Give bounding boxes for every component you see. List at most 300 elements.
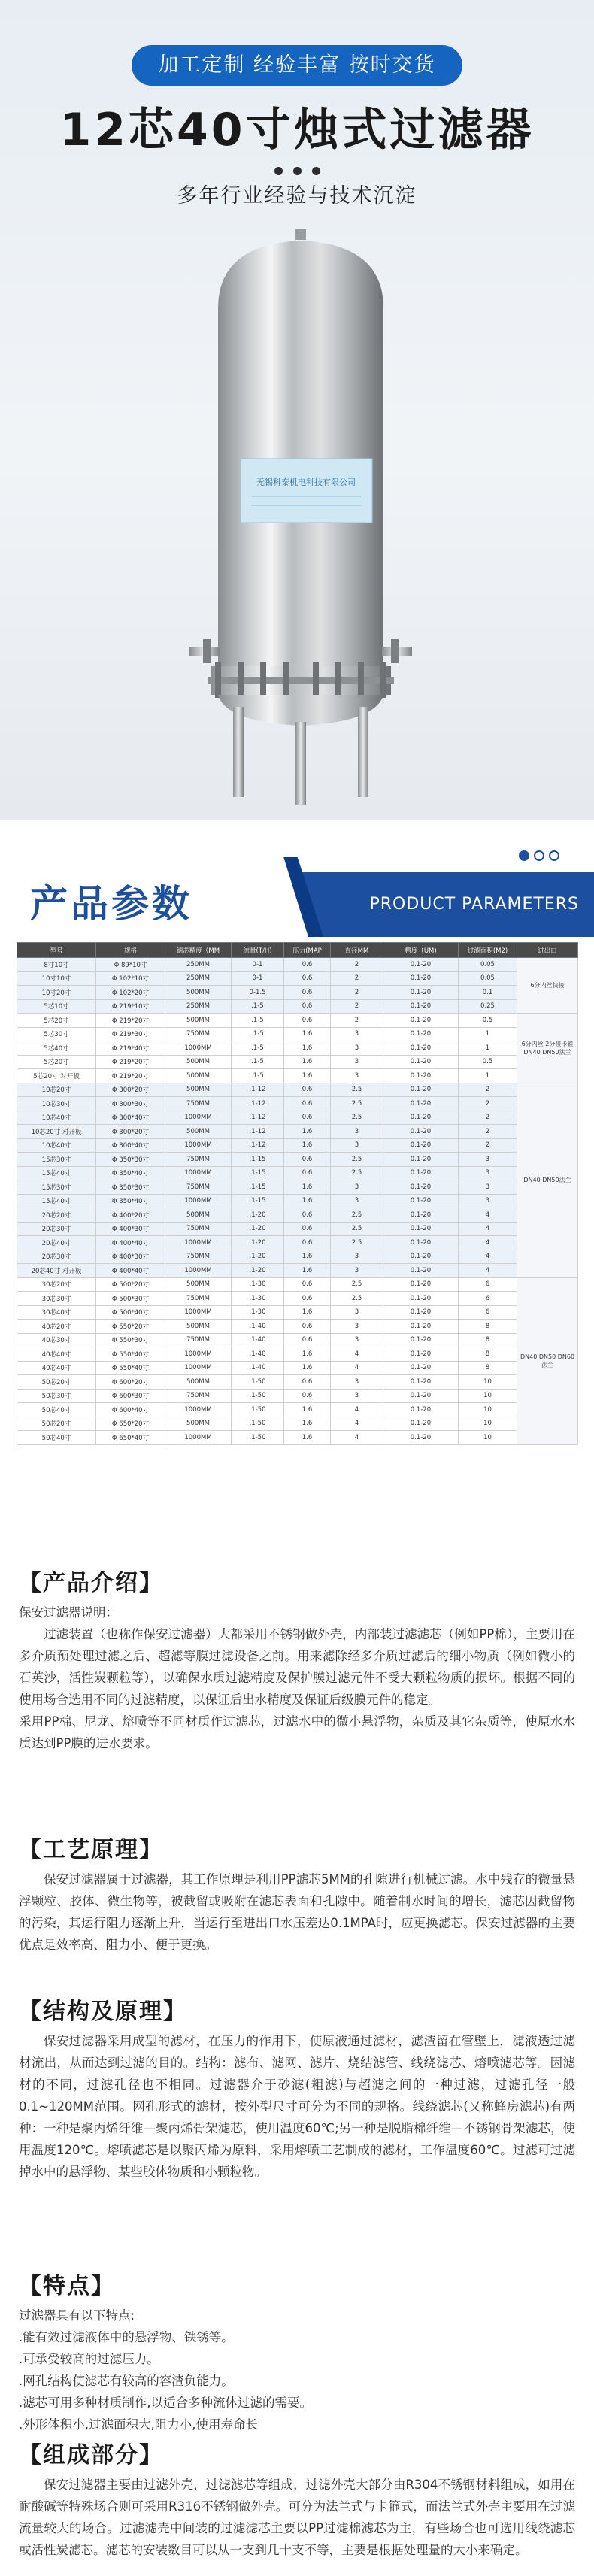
table-row	[17, 1277, 578, 1292]
table-row	[17, 1180, 578, 1195]
table-cell: 0.1-20	[383, 1153, 459, 1167]
table-cell: Φ 500*20寸	[96, 1277, 165, 1292]
table-cell: .1-12	[232, 1097, 284, 1111]
table-cell: 0.1-20	[383, 986, 459, 1000]
table-cell: 1	[459, 1041, 517, 1056]
table-cell: 4	[459, 1250, 517, 1264]
table-cell: Φ 550*30寸	[96, 1333, 165, 1347]
table-cell: .1-5	[232, 1069, 284, 1083]
table-header-cell: 型号	[17, 943, 96, 958]
table-cell: 0.1-20	[383, 1264, 459, 1278]
table-cell: 1.6	[284, 1403, 331, 1417]
table-row	[17, 1138, 578, 1153]
connection-cell: 6分内丝 2分接卡箍 DN40 DN50法兰	[517, 1014, 578, 1083]
table-cell: 8	[459, 1361, 517, 1375]
table-cell: Φ 219*40寸	[96, 1041, 165, 1056]
table-header-cell: 流量(T/H)	[232, 943, 284, 958]
table-cell: 4	[331, 1417, 383, 1431]
table-cell: 0.6	[284, 1333, 331, 1347]
hero-banner	[0, 0, 594, 820]
table-cell: 0.6	[284, 1153, 331, 1167]
table-cell: 6	[459, 1277, 517, 1292]
table-cell: 4	[459, 1236, 517, 1250]
table-row	[17, 1292, 578, 1306]
table-row	[17, 1041, 578, 1056]
table-cell: 0.25	[459, 999, 517, 1014]
table-cell: 750MM	[165, 1222, 232, 1236]
table-cell: 5芯40寸	[17, 1041, 96, 1056]
table-row	[17, 1097, 578, 1111]
table-cell: 10寸10寸	[17, 971, 96, 986]
table-cell: 500MM	[165, 1055, 232, 1069]
table-row	[17, 1431, 578, 1445]
table-cell: Φ 550*20寸	[96, 1320, 165, 1334]
table-cell: 1000MM	[165, 1194, 232, 1208]
table-cell: 20芯40寸	[17, 1236, 96, 1250]
table-cell: .1-12	[232, 1125, 284, 1139]
table-cell: 500MM	[165, 1208, 232, 1223]
table-cell: .1-40	[232, 1333, 284, 1347]
table-cell: 0.1-20	[383, 1347, 459, 1362]
process-paragraph: 保安过滤器属于过滤器，其工作原理是利用PP滤芯5MM的孔隙进行机械过滤。水中残存的微量悬浮颗粒、胶体、微生物等，被截留或吸附在滤芯表面和孔隙中。随着制水时间的增长，滤芯因截留物的污染，其运行阻力逐渐上升，当运行至进出口水压差达0.1MPA时，应更换滤芯。保安过滤器的主要优点是效率高、阻力小、便于更换。	[19, 1872, 575, 1952]
table-cell: 2.5	[331, 1111, 383, 1125]
table-cell: Φ 400*20寸	[96, 1208, 165, 1223]
table-row	[17, 1305, 578, 1320]
table-cell: 2.5	[331, 1208, 383, 1223]
table-cell: Φ 300*20寸	[96, 1083, 165, 1097]
table-row	[17, 1264, 578, 1278]
table-cell: 3	[331, 1180, 383, 1195]
table-cell: 0.1-20	[383, 1027, 459, 1041]
table-cell: 30芯30寸	[17, 1292, 96, 1306]
table-row	[17, 999, 578, 1014]
table-cell: .1-40	[232, 1320, 284, 1334]
table-cell: 1.6	[284, 1138, 331, 1153]
table-cell: 10	[459, 1403, 517, 1417]
table-cell: 0.1-20	[383, 1083, 459, 1097]
table-cell: 1	[459, 1069, 517, 1083]
table-cell: 8	[459, 1333, 517, 1347]
table-cell: 0.6	[284, 958, 331, 972]
table-cell: 0.1-20	[383, 958, 459, 972]
table-cell: Φ 300*40寸	[96, 1138, 165, 1153]
table-cell: Φ 500*40寸	[96, 1305, 165, 1320]
table-cell: .1-20	[232, 1208, 284, 1223]
table-cell: 50芯20寸	[17, 1417, 96, 1431]
table-cell: 4	[331, 1403, 383, 1417]
table-cell: 2.5	[331, 1277, 383, 1292]
table-cell: 0.1-20	[383, 1055, 459, 1069]
table-cell: 3	[331, 1069, 383, 1083]
table-cell: 0.1-20	[383, 1166, 459, 1180]
table-cell: 3	[331, 1305, 383, 1320]
table-row	[17, 1166, 578, 1180]
table-cell: 0.1-20	[383, 1014, 459, 1028]
table-row	[17, 1027, 578, 1041]
table-cell: 3	[331, 1055, 383, 1069]
table-cell: 1.6	[284, 1305, 331, 1320]
table-cell: 250MM	[165, 971, 232, 986]
structure-paragraph: 保安过滤器采用成型的滤材，在压力的作用下，使原液通过滤材，滤渣留在管壁上，滤液透过滤材流出，从而达到过滤的目的。结构：滤布、滤网、滤片、烧结滤管、线绕滤芯、熔喷滤芯等。因滤材的不同，过滤孔径也不相同。过滤器介于砂滤(粗滤)与超滤之间的一种过滤，过滤孔径一般0.1~120MM范围。网孔形式的滤材，按外型尺寸可分为不同的规格。线绕滤芯(又称蜂房滤芯)有两种：一种是聚丙烯纤维—聚丙烯骨架滤芯，使用温度60℃;另一种是脱脂棉纤维—不锈钢骨架滤芯，使用温度120℃。熔喷滤芯是以聚丙烯为原料，采用熔喷工艺制成的滤材，工作温度60℃。过滤可过滤掉水中的悬浮物、某些胶体物质和小颗粒物。	[19, 2034, 575, 2179]
table-cell: 10芯40寸	[17, 1138, 96, 1153]
section-heading: 【产品介绍】	[19, 1570, 163, 1596]
table-cell: 500MM	[165, 1320, 232, 1334]
table-cell: 0.6	[284, 999, 331, 1014]
table-cell: 5芯20寸 对开板	[17, 1069, 96, 1083]
section-intro	[19, 1564, 575, 1754]
table-row	[17, 1361, 578, 1375]
table-cell: 2	[459, 1097, 517, 1111]
product-parameters-banner	[0, 820, 594, 937]
table-cell: 0.1-20	[383, 1222, 459, 1236]
banner-dots	[519, 850, 564, 864]
table-cell: 0.1-20	[383, 1361, 459, 1375]
table-row	[17, 958, 578, 972]
table-cell: 3	[459, 1180, 517, 1195]
table-cell: 3	[331, 1375, 383, 1390]
table-cell: 0.6	[284, 1111, 331, 1125]
table-cell: 750MM	[165, 1389, 232, 1403]
table-cell: .1-40	[232, 1347, 284, 1362]
table-cell: 500MM	[165, 1083, 232, 1097]
table-cell: 0.6	[284, 1389, 331, 1403]
table-cell: 50芯20寸	[17, 1375, 96, 1390]
table-cell: 2.5	[331, 1236, 383, 1250]
list-item: 过滤器具有以下特点:	[19, 2308, 135, 2323]
table-cell: 1	[459, 1027, 517, 1041]
table-cell: 8	[459, 1347, 517, 1362]
table-cell: 0.1-20	[383, 1305, 459, 1320]
table-cell: 15芯30寸	[17, 1153, 96, 1167]
table-cell: 0.1-20	[383, 1277, 459, 1292]
table-row	[17, 1194, 578, 1208]
table-cell: Φ 89*10寸	[96, 958, 165, 972]
table-cell: 500MM	[165, 1069, 232, 1083]
table-row	[17, 1014, 578, 1028]
table-cell: Φ 650*20寸	[96, 1417, 165, 1431]
table-cell: 0-1.5	[232, 986, 284, 1000]
table-cell: 500MM	[165, 1375, 232, 1390]
table-cell: 1.6	[284, 1180, 331, 1195]
table-cell: 15芯30寸	[17, 1180, 96, 1195]
table-cell: 0.6	[284, 1208, 331, 1223]
table-cell: Φ 650*40寸	[96, 1431, 165, 1445]
table-cell: 500MM	[165, 1277, 232, 1292]
table-row	[17, 1055, 578, 1069]
table-cell: 50芯40寸	[17, 1431, 96, 1445]
table-row	[17, 1111, 578, 1125]
table-cell: .1-50	[232, 1389, 284, 1403]
table-cell: 750MM	[165, 1333, 232, 1347]
table-cell: 4	[459, 1208, 517, 1223]
table-cell: 15芯40寸	[17, 1194, 96, 1208]
table-cell: 0.05	[459, 971, 517, 986]
table-cell: 20芯30寸	[17, 1250, 96, 1264]
table-cell: 10寸20寸	[17, 986, 96, 1000]
table-cell: Φ 350*40寸	[96, 1194, 165, 1208]
section-subtitle-params: PRODUCT PARAMETERS	[369, 895, 579, 914]
table-cell: 4	[459, 1222, 517, 1236]
table-cell: Φ 219*30寸	[96, 1027, 165, 1041]
section-structure	[19, 1993, 575, 2183]
table-cell: 40芯40寸	[17, 1361, 96, 1375]
table-cell: 1000MM	[165, 1431, 232, 1445]
table-cell: 0.6	[284, 1277, 331, 1292]
table-cell: 3	[331, 1333, 383, 1347]
table-row	[17, 1347, 578, 1362]
table-cell: Φ 350*40寸	[96, 1166, 165, 1180]
table-cell: 8	[459, 1320, 517, 1334]
table-cell: 10芯20寸	[17, 1083, 96, 1097]
table-cell: 0.1-20	[383, 1250, 459, 1264]
table-cell: 1000MM	[165, 1236, 232, 1250]
table-cell: 10芯40寸	[17, 1111, 96, 1125]
table-row	[17, 1083, 578, 1097]
table-cell: .1-20	[232, 1236, 284, 1250]
table-cell: Φ 300*40寸	[96, 1111, 165, 1125]
table-cell: 0.6	[284, 1083, 331, 1097]
table-row	[17, 1250, 578, 1264]
table-cell: 0.1-20	[383, 1292, 459, 1306]
table-cell: Φ 400*40寸	[96, 1236, 165, 1250]
table-cell: 4	[331, 1361, 383, 1375]
table-cell: 2.5	[331, 1153, 383, 1167]
table-cell: 0.1-20	[383, 1041, 459, 1056]
svg-text:无锡科泰机电科技有限公司: 无锡科泰机电科技有限公司	[256, 477, 356, 487]
list-item: .滤芯可用多种材质制作,以适合多种流体过滤的需要。	[19, 2396, 312, 2410]
table-cell: 750MM	[165, 1153, 232, 1167]
table-cell: 1000MM	[165, 1347, 232, 1362]
table-cell: 1000MM	[165, 1111, 232, 1125]
table-cell: 20芯30寸	[17, 1222, 96, 1236]
table-cell: 0.1-20	[383, 1403, 459, 1417]
table-cell: 750MM	[165, 1250, 232, 1264]
table-cell: 10芯20寸 对开板	[17, 1125, 96, 1139]
table-cell: Φ 102*20寸	[96, 986, 165, 1000]
table-header-row	[17, 943, 578, 958]
table-cell: 1.6	[284, 1125, 331, 1139]
table-cell: 3	[459, 1166, 517, 1180]
features-list	[19, 2305, 575, 2435]
table-cell: 500MM	[165, 1125, 232, 1139]
table-cell: .1-50	[232, 1431, 284, 1445]
table-cell: 0-1	[232, 958, 284, 972]
table-cell: 2.5	[331, 1166, 383, 1180]
section-composition	[19, 2436, 575, 2561]
table-cell: Φ 102*10寸	[96, 971, 165, 986]
table-cell: 250MM	[165, 958, 232, 972]
table-cell: 0.1-20	[383, 1069, 459, 1083]
table-cell: 0.1-20	[383, 1138, 459, 1153]
table-cell: 2	[459, 1125, 517, 1139]
table-cell: Φ 600*40寸	[96, 1403, 165, 1417]
table-cell: Φ 300*20寸	[96, 1125, 165, 1139]
section-features	[19, 2267, 575, 2435]
table-cell: 5芯20寸	[17, 1014, 96, 1028]
table-cell: 40芯20寸	[17, 1320, 96, 1334]
table-cell: Φ 550*40寸	[96, 1361, 165, 1375]
table-cell: 50芯40寸	[17, 1403, 96, 1417]
table-cell: 30芯40寸	[17, 1305, 96, 1320]
table-cell: 0.1-20	[383, 1194, 459, 1208]
table-cell: 1000MM	[165, 1138, 232, 1153]
table-header-cell: 滤芯精度（MM	[165, 943, 232, 958]
table-cell: 750MM	[165, 1292, 232, 1306]
table-cell: 20芯40寸 对开板	[17, 1264, 96, 1278]
table-cell: 1000MM	[165, 1361, 232, 1375]
table-cell: Φ 300*30寸	[96, 1097, 165, 1111]
table-cell: 1.6	[284, 1069, 331, 1083]
spec-table-container	[17, 942, 577, 1544]
table-cell: 0.1-20	[383, 1417, 459, 1431]
table-header-cell: 进出口	[517, 943, 578, 958]
product-title: 12芯40寸烛式过滤器	[59, 104, 535, 156]
filter-housing-image	[188, 226, 414, 812]
table-cell: 1.6	[284, 1027, 331, 1041]
section-heading: 【特点】	[19, 2273, 115, 2299]
table-cell: 1000MM	[165, 1264, 232, 1278]
table-row	[17, 1208, 578, 1223]
table-cell: 1000MM	[165, 1403, 232, 1417]
table-cell: 1.6	[284, 1431, 331, 1445]
table-cell: 3	[331, 1250, 383, 1264]
table-cell: 0.6	[284, 1014, 331, 1028]
table-cell: 1.6	[284, 1055, 331, 1069]
table-cell: 20芯20寸	[17, 1208, 96, 1223]
table-cell: 0.1-20	[383, 971, 459, 986]
table-cell: 0.1-20	[383, 1111, 459, 1125]
table-cell: 0.1-20	[383, 1333, 459, 1347]
table-cell: 0.1-20	[383, 1389, 459, 1403]
table-cell: 5芯30寸	[17, 1027, 96, 1041]
table-cell: 0.1-20	[383, 1208, 459, 1223]
table-cell: 4	[331, 1347, 383, 1362]
table-cell: .1-20	[232, 1264, 284, 1278]
table-cell: Φ 400*30寸	[96, 1222, 165, 1236]
table-cell: 0-1	[232, 971, 284, 986]
table-cell: Φ 550*40寸	[96, 1347, 165, 1362]
table-cell: 0.1-20	[383, 1097, 459, 1111]
table-cell: 2	[331, 986, 383, 1000]
table-cell: .1-20	[232, 1250, 284, 1264]
table-cell: 1.6	[284, 1194, 331, 1208]
table-cell: 3	[331, 1041, 383, 1056]
table-cell: 500MM	[165, 1417, 232, 1431]
table-cell: .1-5	[232, 1041, 284, 1056]
table-cell: 2.5	[331, 1222, 383, 1236]
table-cell: .1-5	[232, 999, 284, 1014]
table-cell: 0.6	[284, 1236, 331, 1250]
table-cell: 0.6	[284, 1375, 331, 1390]
table-cell: .1-50	[232, 1375, 284, 1390]
table-cell: 750MM	[165, 1027, 232, 1041]
table-cell: 0.1-20	[383, 1180, 459, 1195]
table-cell: 0.6	[284, 1166, 331, 1180]
table-cell: 10	[459, 1389, 517, 1403]
table-cell: Φ 219*20寸	[96, 1055, 165, 1069]
table-cell: 0.5	[459, 1014, 517, 1028]
table-cell: 2	[459, 1111, 517, 1125]
table-cell: 0.1-20	[383, 1125, 459, 1139]
table-cell: 3	[331, 1138, 383, 1153]
table-row	[17, 1375, 578, 1390]
table-cell: 2	[331, 1014, 383, 1028]
table-cell: 3	[459, 1194, 517, 1208]
table-cell: 1000MM	[165, 1166, 232, 1180]
table-cell: 250MM	[165, 999, 232, 1014]
table-cell: .1-5	[232, 1055, 284, 1069]
table-cell: .1-5	[232, 1027, 284, 1041]
table-cell: 30芯20寸	[17, 1277, 96, 1292]
table-cell: 3	[331, 1125, 383, 1139]
section-process	[19, 1831, 575, 1956]
table-cell: 10	[459, 1431, 517, 1445]
table-cell: 3	[331, 1264, 383, 1278]
list-item: .可承受较高的过滤压力。	[19, 2352, 159, 2366]
table-cell: 0.1-20	[383, 1236, 459, 1250]
table-cell: 750MM	[165, 1180, 232, 1195]
table-cell: 0.1-20	[383, 1320, 459, 1334]
table-cell: Φ 400*30寸	[96, 1250, 165, 1264]
table-row	[17, 1333, 578, 1347]
list-item: .能有效过滤液体中的悬浮物、铁锈等。	[19, 2330, 234, 2344]
table-cell: 3	[459, 1153, 517, 1167]
table-cell: 10芯30寸	[17, 1097, 96, 1111]
table-cell: 500MM	[165, 1014, 232, 1028]
table-row	[17, 1403, 578, 1417]
connection-cell: 6分内丝快接	[517, 958, 578, 1014]
hero-subtitle: 多年行业经验与技术沉淀	[0, 179, 594, 208]
table-cell: 1000MM	[165, 1041, 232, 1056]
title-dots	[0, 164, 594, 178]
table-row	[17, 1125, 578, 1139]
table-cell: 5芯20寸	[17, 1055, 96, 1069]
table-cell: 2.5	[331, 1097, 383, 1111]
table-cell: 3	[331, 1389, 383, 1403]
table-cell: 0.6	[284, 1320, 331, 1334]
intro-paragraph: 过滤装置（也称作保安过滤器）大都采用不锈钢做外壳，内部装过滤滤芯（例如PP棉），主要用在多介质预处理过滤之后、超滤等膜过滤设备之前。用来滤除经多介质过滤后的细小物质（例如微小的石英沙，活性炭颗粒等），以确保水质过滤精度及保护膜过滤元件不受大颗粒物质的损坏。根据不同的使用场合选用不同的过滤精度，以保证后出水精度及保证后级膜元件的稳定。	[19, 1627, 575, 1707]
table-cell: 2	[459, 1083, 517, 1097]
table-cell: 0.05	[459, 958, 517, 972]
table-cell: Φ 350*30寸	[96, 1180, 165, 1195]
table-row	[17, 986, 578, 1000]
table-cell: 40芯30寸	[17, 1333, 96, 1347]
table-cell: 0.6	[284, 1222, 331, 1236]
table-cell: 4	[459, 1264, 517, 1278]
composition-paragraph: 保安过滤器主要由过滤外壳，过滤滤芯等组成，过滤外壳大部分由R304不锈钢材料组成，如用在耐酸碱等特殊场合则可采用R316不锈钢做外壳。可分为法兰式与卡箍式，而法兰式外壳主要用在过滤流量较大的场合。过滤滤壳中间装的过滤滤芯主要以PP过滤棉滤芯为主，有些场合也可选用线绕滤芯或活性炭滤芯。滤芯的安装数目可以从一支到几十支不等，主要是根据处理量的大小来确定。	[19, 2478, 575, 2557]
table-cell: 2	[331, 999, 383, 1014]
table-cell: 15芯40寸	[17, 1166, 96, 1180]
table-row	[17, 1320, 578, 1334]
table-header-cell: 精度（UM)	[383, 943, 459, 958]
connection-cell: DN40 DN50 DN60法兰	[517, 1277, 578, 1444]
table-row	[17, 1389, 578, 1403]
table-cell: .1-15	[232, 1180, 284, 1195]
table-cell: 3	[331, 1194, 383, 1208]
table-row	[17, 1153, 578, 1167]
table-row	[17, 1417, 578, 1431]
table-cell: .1-12	[232, 1083, 284, 1097]
table-cell: .1-50	[232, 1403, 284, 1417]
table-row	[17, 1222, 578, 1236]
table-cell: 6	[459, 1305, 517, 1320]
table-cell: .1-50	[232, 1417, 284, 1431]
table-row	[17, 1069, 578, 1083]
hero-tagline: 加工定制 经验丰富 按时交货	[132, 45, 462, 86]
table-cell: 0.1-20	[383, 1375, 459, 1390]
table-cell: 0.1-20	[383, 999, 459, 1014]
table-cell: Φ 219*20寸	[96, 1069, 165, 1083]
